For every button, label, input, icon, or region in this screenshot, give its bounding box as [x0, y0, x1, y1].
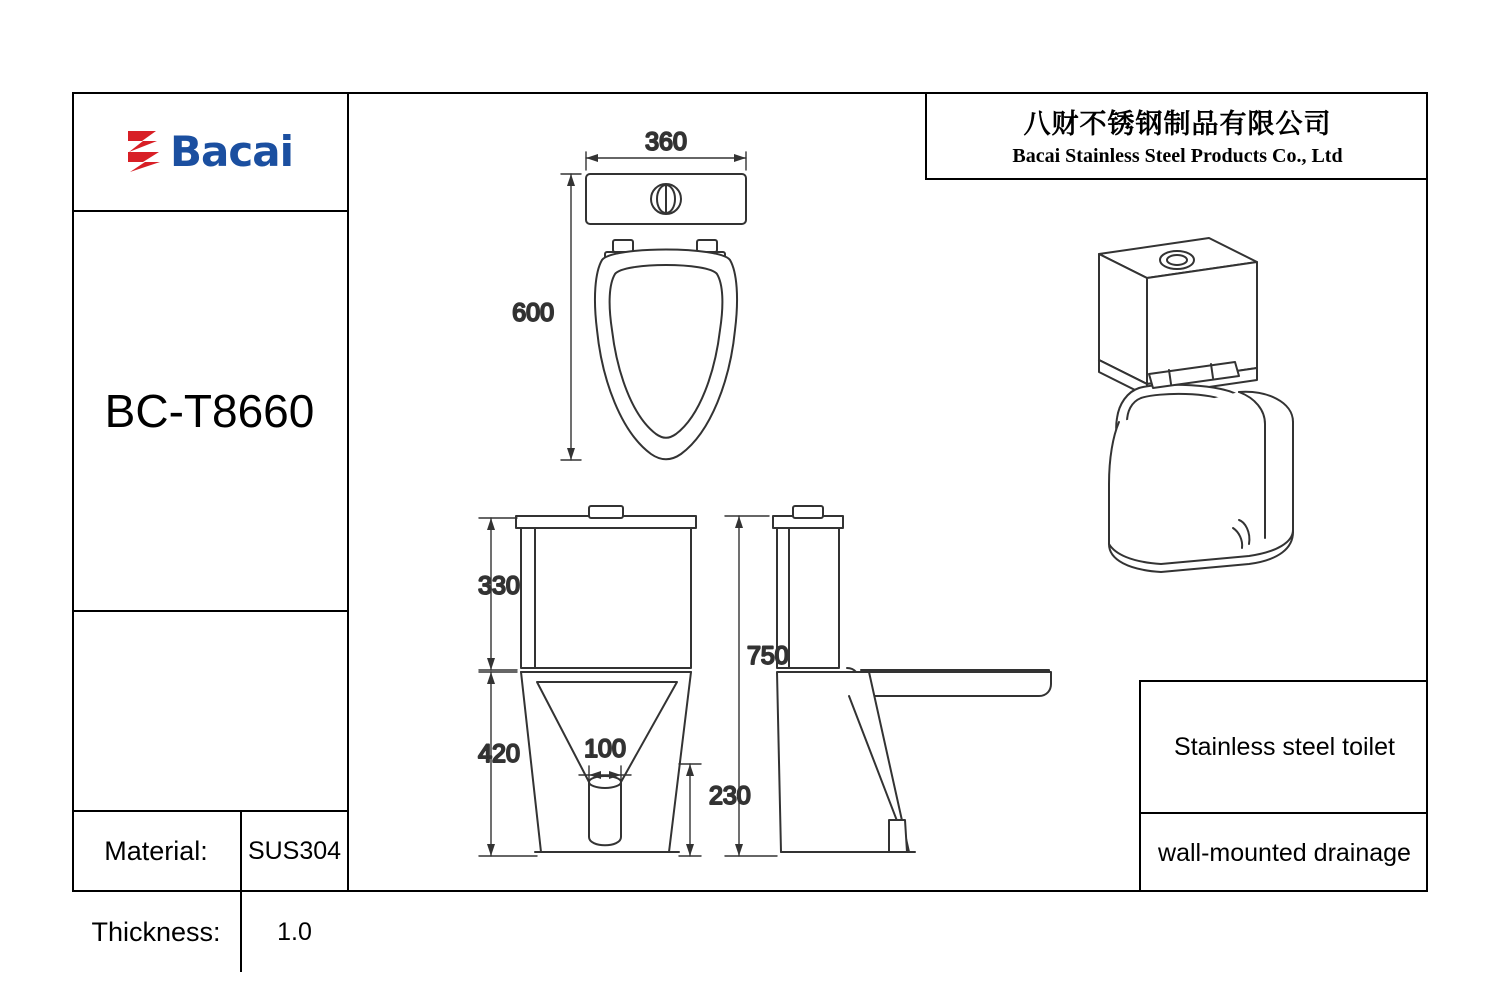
dimension-230	[679, 764, 701, 856]
material-value: SUS304	[247, 836, 342, 865]
title-block	[72, 92, 349, 947]
dimension-600	[561, 174, 581, 460]
brand-name: Bacai	[170, 126, 293, 176]
model-cell	[72, 212, 347, 612]
product-description-line1: Stainless steel toilet	[1139, 680, 1428, 814]
thickness-row	[72, 892, 347, 972]
dimension-230-label: 230	[709, 782, 751, 810]
material-row	[72, 812, 347, 892]
side-view-toilet	[773, 506, 1051, 852]
dimension-750-label: 750	[747, 642, 789, 670]
isometric-view-toilet	[1099, 238, 1293, 572]
top-view-toilet	[586, 174, 746, 459]
company-name-chinese: 八财不锈钢制品有限公司	[1023, 109, 1332, 140]
dimension-360-label: 360	[645, 128, 687, 156]
bacai-mark-icon	[126, 128, 164, 174]
dimension-420-label: 420	[478, 740, 520, 768]
thickness-value: 1.0	[277, 917, 312, 946]
thickness-label: Thickness:	[72, 892, 242, 972]
model-number: BC-T8660	[104, 385, 315, 437]
blank-cell	[72, 612, 347, 812]
drawing-svg	[349, 92, 1428, 892]
material-label: Material:	[72, 812, 242, 890]
product-description-line2: wall-mounted drainage	[1139, 814, 1428, 892]
dimension-600-label: 600	[512, 299, 554, 327]
dimension-100-label: 100	[584, 735, 626, 763]
brand-logo	[126, 127, 293, 176]
company-name-english: Bacai Stainless Steel Products Co., Ltd	[1012, 145, 1343, 167]
logo-cell	[72, 92, 347, 212]
front-view-toilet	[516, 506, 696, 852]
dimension-330-label: 330	[478, 572, 520, 600]
drawing-area	[349, 92, 1428, 892]
